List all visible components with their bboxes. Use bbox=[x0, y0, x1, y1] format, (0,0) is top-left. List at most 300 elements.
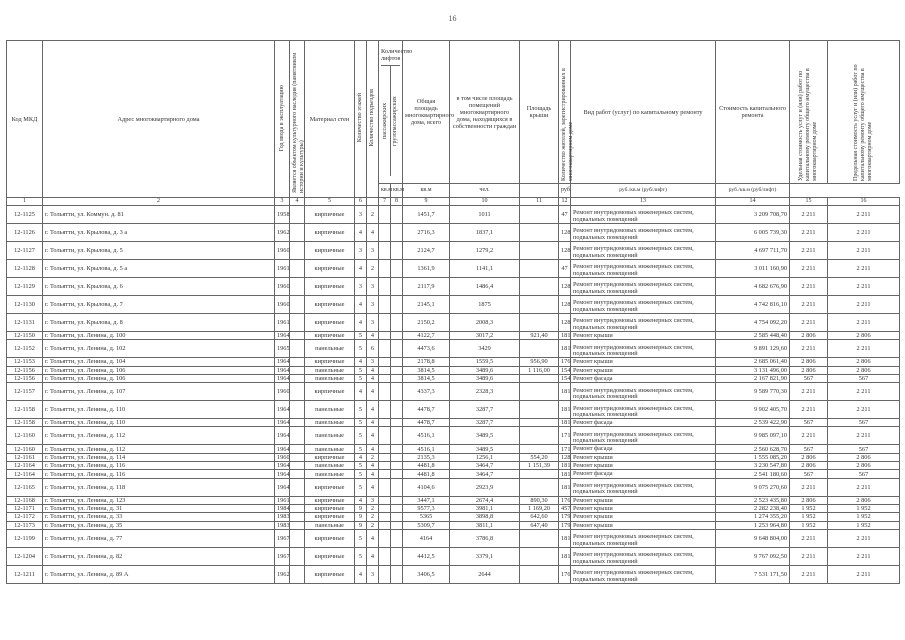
row-residents: 181 bbox=[559, 478, 571, 496]
row-roof-area bbox=[520, 445, 559, 453]
row-work-type: Ремонт фасада bbox=[571, 470, 716, 478]
row-roof-area: 956,90 bbox=[520, 358, 559, 366]
row-floors: 4 bbox=[355, 358, 367, 366]
row-entrances: 2 bbox=[367, 453, 379, 461]
row-heritage bbox=[290, 358, 305, 366]
row-residential-area: 1486,4 bbox=[450, 278, 520, 296]
row-residential-area: 3981,1 bbox=[450, 504, 520, 512]
row-heritage bbox=[290, 453, 305, 461]
row-limit-cost: 2 211 bbox=[828, 565, 900, 583]
row-roof-area bbox=[520, 296, 559, 314]
row-residents: 154 bbox=[559, 366, 571, 374]
row-work-type: Ремонт внутридомовых инженерных систем, подвальных помещений bbox=[571, 340, 716, 358]
row-roof-area bbox=[520, 547, 559, 565]
row-lifts-cargo bbox=[391, 547, 403, 565]
row-lifts-cargo bbox=[391, 374, 403, 382]
table-row bbox=[7, 529, 900, 547]
row-entrances: 4 bbox=[367, 332, 379, 340]
colnum: 14 bbox=[716, 198, 790, 206]
row-year: 1967 bbox=[275, 529, 290, 547]
row-limit-cost: 2 211 bbox=[828, 427, 900, 445]
row-floors: 5 bbox=[355, 419, 367, 427]
row-residents: 128 bbox=[559, 224, 571, 242]
row-residential-area: 3464,7 bbox=[450, 462, 520, 470]
row-work-type: Ремонт крыши bbox=[571, 504, 716, 512]
row-entrances: 4 bbox=[367, 366, 379, 374]
unit-unit-cost: руб./кв.м (руб/лифт) bbox=[571, 184, 716, 198]
row-roof-area: 1 169,20 bbox=[520, 504, 559, 512]
table-row bbox=[7, 401, 900, 419]
row-entrances: 3 bbox=[367, 314, 379, 332]
col-lifts-header bbox=[379, 41, 413, 184]
row-residents: 179 bbox=[559, 513, 571, 521]
row-entrances: 2 bbox=[367, 260, 379, 278]
row-cost: 9 589 770,30 bbox=[716, 383, 790, 401]
row-total-area: 3406,5 bbox=[403, 565, 450, 583]
row-lifts-cargo bbox=[391, 224, 403, 242]
row-material: панельные bbox=[305, 470, 355, 478]
row-code: 12-1125 bbox=[7, 206, 43, 224]
row-unit-cost: 2 211 bbox=[790, 206, 828, 224]
row-code: 12-1204 bbox=[7, 547, 43, 565]
row-material: кирпичные bbox=[305, 314, 355, 332]
row-total-area: 2135,3 bbox=[403, 453, 450, 461]
row-code: 12-1160 bbox=[7, 427, 43, 445]
row-year: 1962 bbox=[275, 565, 290, 583]
row-roof-area bbox=[520, 260, 559, 278]
row-unit-cost: 1 952 bbox=[790, 513, 828, 521]
row-residential-area: 3489,5 bbox=[450, 427, 520, 445]
row-lifts-cargo bbox=[391, 340, 403, 358]
row-address: г. Тольятти, ул. Ленина, д. 82 bbox=[43, 547, 275, 565]
row-cost: 9 767 092,50 bbox=[716, 547, 790, 565]
row-unit-cost: 2 211 bbox=[790, 529, 828, 547]
table-row bbox=[7, 206, 900, 224]
row-floors: 5 bbox=[355, 547, 367, 565]
row-unit-cost: 2 211 bbox=[790, 260, 828, 278]
row-material: панельные bbox=[305, 419, 355, 427]
row-cost: 1 253 964,80 bbox=[716, 521, 790, 529]
row-limit-cost: 2 211 bbox=[828, 529, 900, 547]
row-lifts-passenger bbox=[379, 496, 391, 504]
row-roof-area: 647,40 bbox=[520, 521, 559, 529]
row-code: 12-1164 bbox=[7, 462, 43, 470]
row-code: 12-1160 bbox=[7, 445, 43, 453]
row-residents: 181 bbox=[559, 529, 571, 547]
row-heritage bbox=[290, 513, 305, 521]
row-year: 1964 bbox=[275, 358, 290, 366]
row-material: кирпичные bbox=[305, 453, 355, 461]
table-row bbox=[7, 278, 900, 296]
row-limit-cost: 2 806 bbox=[828, 358, 900, 366]
row-cost: 1 274 355,20 bbox=[716, 513, 790, 521]
row-lifts-passenger bbox=[379, 296, 391, 314]
row-lifts-passenger bbox=[379, 565, 391, 583]
row-limit-cost: 2 806 bbox=[828, 462, 900, 470]
row-floors: 3 bbox=[355, 206, 367, 224]
row-floors: 5 bbox=[355, 529, 367, 547]
row-residential-area: 3786,8 bbox=[450, 529, 520, 547]
row-unit-cost: 2 211 bbox=[790, 242, 828, 260]
row-total-area: 4473,6 bbox=[403, 340, 450, 358]
row-residential-area: 1279,2 bbox=[450, 242, 520, 260]
row-lifts-passenger bbox=[379, 314, 391, 332]
row-year: 1964 bbox=[275, 374, 290, 382]
row-material: кирпичные bbox=[305, 278, 355, 296]
row-material: кирпичные bbox=[305, 206, 355, 224]
row-cost: 9 648 804,00 bbox=[716, 529, 790, 547]
row-cost: 9 075 270,60 bbox=[716, 478, 790, 496]
row-entrances: 2 bbox=[367, 206, 379, 224]
unit-residents: чел. bbox=[450, 184, 520, 198]
row-residents: 181 bbox=[559, 401, 571, 419]
row-residential-area: 3287,7 bbox=[450, 419, 520, 427]
row-heritage bbox=[290, 401, 305, 419]
unit-residential-area: кв.м bbox=[391, 184, 403, 198]
row-floors: 5 bbox=[355, 401, 367, 419]
row-limit-cost: 2 806 bbox=[828, 496, 900, 504]
row-total-area: 9577,3 bbox=[403, 504, 450, 512]
row-limit-cost: 2 211 bbox=[828, 260, 900, 278]
row-material: панельные bbox=[305, 521, 355, 529]
row-unit-cost: 1 952 bbox=[790, 504, 828, 512]
row-unit-cost: 567 bbox=[790, 419, 828, 427]
row-lifts-cargo bbox=[391, 332, 403, 340]
row-lifts-passenger bbox=[379, 278, 391, 296]
row-unit-cost: 2 806 bbox=[790, 462, 828, 470]
row-lifts-passenger bbox=[379, 340, 391, 358]
row-roof-area bbox=[520, 374, 559, 382]
row-total-area: 1361,9 bbox=[403, 260, 450, 278]
row-unit-cost: 2 806 bbox=[790, 496, 828, 504]
col-work-type-header: Вид работ (услуг) по капитальному ремонту bbox=[571, 41, 716, 184]
row-code: 12-1171 bbox=[7, 504, 43, 512]
row-address: г. Тольятти, ул. Крылова, д. 7 bbox=[43, 296, 275, 314]
row-total-area: 5365 bbox=[403, 513, 450, 521]
colnum: 7 bbox=[379, 198, 391, 206]
row-code: 12-1131 bbox=[7, 314, 43, 332]
row-entrances: 4 bbox=[367, 462, 379, 470]
table-row bbox=[7, 296, 900, 314]
row-residential-area: 3429 bbox=[450, 340, 520, 358]
row-residents: 181 bbox=[559, 340, 571, 358]
row-roof-area bbox=[520, 224, 559, 242]
row-lifts-cargo bbox=[391, 366, 403, 374]
row-year: 1964 bbox=[275, 419, 290, 427]
row-year: 1964 bbox=[275, 401, 290, 419]
row-residents: 181 bbox=[559, 383, 571, 401]
row-work-type: Ремонт крыши bbox=[571, 366, 716, 374]
row-address: г. Тольятти, ул. Коммун. д. 81 bbox=[43, 206, 275, 224]
row-code: 12-1158 bbox=[7, 401, 43, 419]
row-total-area: 4122,7 bbox=[403, 332, 450, 340]
row-address: г. Тольятти, ул. Ленина, д. 89 А bbox=[43, 565, 275, 583]
row-work-type: Ремонт фасада bbox=[571, 374, 716, 382]
row-cost: 4 754 092,20 bbox=[716, 314, 790, 332]
col-year-header: Год ввода в эксплуатацию bbox=[275, 41, 290, 198]
row-limit-cost: 2 806 bbox=[828, 453, 900, 461]
row-lifts-passenger bbox=[379, 513, 391, 521]
row-lifts-passenger bbox=[379, 224, 391, 242]
row-limit-cost: 2 211 bbox=[828, 401, 900, 419]
row-material: кирпичные bbox=[305, 547, 355, 565]
row-cost: 2 585 448,40 bbox=[716, 332, 790, 340]
row-material: панельные bbox=[305, 462, 355, 470]
row-total-area: 3447,1 bbox=[403, 496, 450, 504]
row-code: 12-1152 bbox=[7, 340, 43, 358]
row-entrances: 4 bbox=[367, 419, 379, 427]
row-work-type: Ремонт внутридомовых инженерных систем, подвальных помещений bbox=[571, 278, 716, 296]
row-address: г. Тольятти, ул. Ленина, д. 106 bbox=[43, 366, 275, 374]
row-roof-area bbox=[520, 340, 559, 358]
table-body bbox=[7, 206, 900, 584]
colnum: 15 bbox=[790, 198, 828, 206]
row-lifts-cargo bbox=[391, 242, 403, 260]
row-residential-area: 3017,2 bbox=[450, 332, 520, 340]
row-heritage bbox=[290, 374, 305, 382]
row-limit-cost: 2 806 bbox=[828, 366, 900, 374]
col-lifts-cargo-header: грузопассажирских bbox=[392, 96, 399, 146]
row-unit-cost: 2 211 bbox=[790, 340, 828, 358]
row-roof-area bbox=[520, 529, 559, 547]
row-code: 12-1156 bbox=[7, 374, 43, 382]
row-code: 12-1158 bbox=[7, 419, 43, 427]
row-entrances: 4 bbox=[367, 529, 379, 547]
row-entrances: 3 bbox=[367, 296, 379, 314]
row-total-area: 2178,8 bbox=[403, 358, 450, 366]
row-work-type: Ремонт крыши bbox=[571, 496, 716, 504]
row-roof-area bbox=[520, 206, 559, 224]
colnum: 9 bbox=[403, 198, 450, 206]
row-address: г. Тольятти, ул. Ленина, д. 116 bbox=[43, 470, 275, 478]
row-lifts-passenger bbox=[379, 478, 391, 496]
table-row bbox=[7, 496, 900, 504]
row-total-area: 1451,7 bbox=[403, 206, 450, 224]
row-lifts-passenger bbox=[379, 529, 391, 547]
row-residents: 181 bbox=[559, 332, 571, 340]
row-heritage bbox=[290, 427, 305, 445]
row-residential-area: 3489,6 bbox=[450, 374, 520, 382]
colnum: 12 bbox=[559, 198, 571, 206]
row-material: кирпичные bbox=[305, 383, 355, 401]
row-cost: 1 555 085,20 bbox=[716, 453, 790, 461]
row-cost: 2 282 238,40 bbox=[716, 504, 790, 512]
row-entrances: 3 bbox=[367, 358, 379, 366]
row-lifts-cargo bbox=[391, 529, 403, 547]
row-lifts-cargo bbox=[391, 513, 403, 521]
row-floors: 5 bbox=[355, 478, 367, 496]
row-code: 12-1168 bbox=[7, 496, 43, 504]
col-floors-header: Количество этажей bbox=[355, 41, 367, 198]
row-total-area: 4516,1 bbox=[403, 427, 450, 445]
col-residential-area-header: в том числе площадь помещений многоквартирного дома, находящихся в собственности граждан bbox=[450, 41, 520, 184]
row-limit-cost: 2 211 bbox=[828, 314, 900, 332]
row-year: 1964 bbox=[275, 470, 290, 478]
row-year: 1983 bbox=[275, 513, 290, 521]
row-floors: 3 bbox=[355, 242, 367, 260]
row-lifts-passenger bbox=[379, 383, 391, 401]
row-cost: 7 531 171,50 bbox=[716, 565, 790, 583]
row-lifts-passenger bbox=[379, 453, 391, 461]
row-floors: 4 bbox=[355, 383, 367, 401]
row-limit-cost: 2 211 bbox=[828, 547, 900, 565]
row-work-type: Ремонт внутридомовых инженерных систем, подвальных помещений bbox=[571, 383, 716, 401]
row-year: 1964 bbox=[275, 427, 290, 445]
row-address: г. Тольятти, ул. Крылова, д. 6 bbox=[43, 278, 275, 296]
row-residents: 128 bbox=[559, 278, 571, 296]
row-heritage bbox=[290, 504, 305, 512]
row-floors: 4 bbox=[355, 260, 367, 278]
row-year: 1962 bbox=[275, 224, 290, 242]
row-floors: 9 bbox=[355, 513, 367, 521]
row-heritage bbox=[290, 419, 305, 427]
row-floors: 5 bbox=[355, 462, 367, 470]
row-residents: 128 bbox=[559, 296, 571, 314]
row-limit-cost: 1 952 bbox=[828, 521, 900, 529]
table-row bbox=[7, 478, 900, 496]
row-address: г. Тольятти, ул. Крылова, д. 8 bbox=[43, 314, 275, 332]
row-entrances: 3 bbox=[367, 496, 379, 504]
table-row bbox=[7, 242, 900, 260]
row-material: кирпичные bbox=[305, 529, 355, 547]
row-lifts-cargo bbox=[391, 445, 403, 453]
row-total-area: 2716,3 bbox=[403, 224, 450, 242]
row-limit-cost: 2 211 bbox=[828, 206, 900, 224]
row-roof-area bbox=[520, 278, 559, 296]
row-address: г. Тольятти, ул. Крылова, д. 5 а bbox=[43, 260, 275, 278]
col-total-area-header: Общая площадь многоквартирного дома, всего bbox=[403, 41, 450, 184]
row-entrances: 4 bbox=[367, 445, 379, 453]
row-residents: 128 bbox=[559, 314, 571, 332]
row-residents: 181 bbox=[559, 547, 571, 565]
row-floors: 5 bbox=[355, 445, 367, 453]
row-work-type: Ремонт внутридомовых инженерных систем, подвальных помещений bbox=[571, 529, 716, 547]
row-floors: 5 bbox=[355, 470, 367, 478]
row-lifts-cargo bbox=[391, 478, 403, 496]
row-residents: 47 bbox=[559, 206, 571, 224]
row-code: 12-1173 bbox=[7, 521, 43, 529]
colnum: 5 bbox=[305, 198, 355, 206]
row-code: 12-1164 bbox=[7, 470, 43, 478]
row-code: 12-1157 bbox=[7, 383, 43, 401]
row-cost: 2 560 628,70 bbox=[716, 445, 790, 453]
row-lifts-passenger bbox=[379, 332, 391, 340]
row-roof-area: 642,60 bbox=[520, 513, 559, 521]
row-code: 12-1150 bbox=[7, 332, 43, 340]
row-heritage bbox=[290, 462, 305, 470]
row-address: г. Тольятти, ул. Крылова, д. 3 а bbox=[43, 224, 275, 242]
row-entrances: 3 bbox=[367, 242, 379, 260]
row-entrances: 4 bbox=[367, 478, 379, 496]
table-row bbox=[7, 547, 900, 565]
row-heritage bbox=[290, 565, 305, 583]
row-residential-area: 1559,5 bbox=[450, 358, 520, 366]
row-residential-area: 1837,1 bbox=[450, 224, 520, 242]
row-work-type: Ремонт внутридомовых инженерных систем, подвальных помещений bbox=[571, 296, 716, 314]
row-material: кирпичные bbox=[305, 496, 355, 504]
row-unit-cost: 567 bbox=[790, 470, 828, 478]
row-cost: 6 005 739,30 bbox=[716, 224, 790, 242]
row-code: 12-1165 bbox=[7, 478, 43, 496]
row-year: 1961 bbox=[275, 260, 290, 278]
row-residents: 47 bbox=[559, 260, 571, 278]
row-cost: 3 209 708,70 bbox=[716, 206, 790, 224]
row-floors: 4 bbox=[355, 296, 367, 314]
unit-roof-area: кв.м bbox=[403, 184, 450, 198]
row-total-area: 2124,7 bbox=[403, 242, 450, 260]
row-unit-cost: 567 bbox=[790, 445, 828, 453]
row-entrances: 4 bbox=[367, 470, 379, 478]
row-heritage bbox=[290, 206, 305, 224]
row-lifts-cargo bbox=[391, 296, 403, 314]
row-unit-cost: 2 211 bbox=[790, 383, 828, 401]
row-cost: 4 697 711,70 bbox=[716, 242, 790, 260]
row-lifts-passenger bbox=[379, 242, 391, 260]
row-residents: 176 bbox=[559, 496, 571, 504]
row-roof-area bbox=[520, 242, 559, 260]
row-cost: 2 541 180,60 bbox=[716, 470, 790, 478]
row-unit-cost: 2 806 bbox=[790, 358, 828, 366]
row-address: г. Тольятти, ул. Ленина, д. 106 bbox=[43, 374, 275, 382]
page-number: 16 bbox=[448, 14, 457, 23]
row-lifts-passenger bbox=[379, 374, 391, 382]
row-year: 1960 bbox=[275, 383, 290, 401]
table-row bbox=[7, 340, 900, 358]
row-lifts-passenger bbox=[379, 521, 391, 529]
table-row bbox=[7, 383, 900, 401]
row-residents: 154 bbox=[559, 374, 571, 382]
row-heritage bbox=[290, 314, 305, 332]
colnum: 10 bbox=[450, 198, 520, 206]
row-year: 1960 bbox=[275, 278, 290, 296]
colnum: 11 bbox=[520, 198, 559, 206]
row-year: 1965 bbox=[275, 340, 290, 358]
col-lifts-passenger-header: пассажирских bbox=[381, 66, 391, 176]
row-work-type: Ремонт крыши bbox=[571, 332, 716, 340]
row-unit-cost: 2 211 bbox=[790, 565, 828, 583]
row-floors: 5 bbox=[355, 340, 367, 358]
row-address: г. Тольятти, ул. Ленина, д. 107 bbox=[43, 383, 275, 401]
row-cost: 4 742 816,10 bbox=[716, 296, 790, 314]
row-lifts-cargo bbox=[391, 358, 403, 366]
row-heritage bbox=[290, 478, 305, 496]
row-year: 1983 bbox=[275, 521, 290, 529]
row-material: панельные bbox=[305, 340, 355, 358]
row-work-type: Ремонт внутридомовых инженерных систем, подвальных помещений bbox=[571, 260, 716, 278]
row-total-area: 4478,7 bbox=[403, 419, 450, 427]
row-total-area: 4516,1 bbox=[403, 445, 450, 453]
row-roof-area bbox=[520, 565, 559, 583]
row-material: панельные bbox=[305, 427, 355, 445]
row-lifts-passenger bbox=[379, 260, 391, 278]
row-address: г. Тольятти, ул. Ленина, д. 35 bbox=[43, 521, 275, 529]
row-heritage bbox=[290, 278, 305, 296]
row-floors: 5 bbox=[355, 332, 367, 340]
row-heritage bbox=[290, 445, 305, 453]
row-entrances: 2 bbox=[367, 513, 379, 521]
row-residential-area: 1875 bbox=[450, 296, 520, 314]
row-work-type: Ремонт внутридомовых инженерных систем, подвальных помещений bbox=[571, 314, 716, 332]
row-address: г. Тольятти, ул. Ленина, д. 100 bbox=[43, 332, 275, 340]
row-material: панельные bbox=[305, 366, 355, 374]
row-cost: 3 230 547,80 bbox=[716, 462, 790, 470]
row-total-area: 4104,6 bbox=[403, 478, 450, 496]
table-row bbox=[7, 462, 900, 470]
row-lifts-cargo bbox=[391, 462, 403, 470]
row-residential-area: 3898,8 bbox=[450, 513, 520, 521]
unit-total-area: кв.м bbox=[379, 184, 391, 198]
row-total-area: 2117,9 bbox=[403, 278, 450, 296]
